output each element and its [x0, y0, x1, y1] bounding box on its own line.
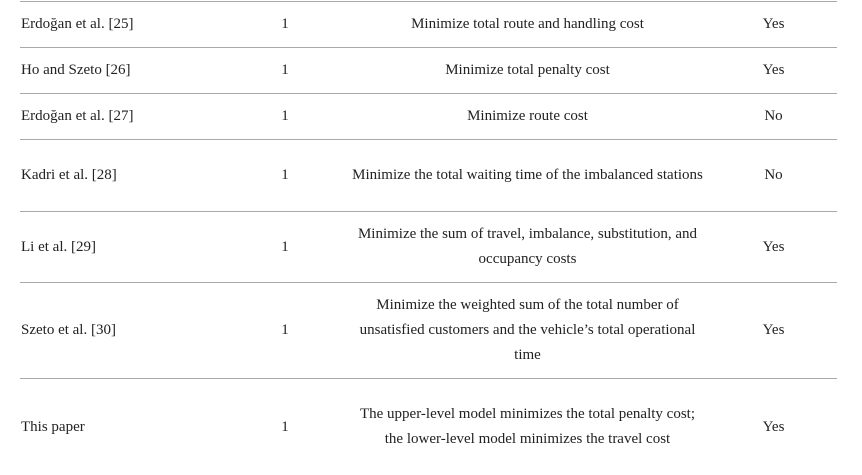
objective-cell: Minimize the total waiting time of the imbalanced stations: [352, 167, 703, 183]
flag-cell: No: [764, 108, 783, 124]
objective-cell: Minimize the sum of travel, imbalance, substitution, and occupancy costs: [357, 226, 698, 267]
study-cell: Szeto et al. [30]: [21, 322, 116, 338]
objective-count-cell: 1: [281, 16, 289, 32]
table-row: [20, 379, 837, 475]
objective-count-cell: 1: [281, 238, 289, 255]
objective-cell: Minimize route cost: [467, 108, 588, 124]
study-cell: This paper: [21, 418, 85, 435]
objective-count-cell: 1: [281, 108, 289, 124]
objective-count-cell: 1: [281, 62, 289, 78]
objective-cell: Minimize total penalty cost: [445, 62, 610, 78]
study-cell: Erdoğan et al. [27]: [21, 108, 134, 124]
objective-cell: Minimize total route and handling cost: [411, 16, 644, 32]
table-row: [20, 48, 837, 94]
study-cell: Erdoğan et al. [25]: [21, 16, 134, 32]
table-row: [20, 94, 837, 140]
objective-count-cell: 1: [281, 167, 289, 183]
table-row: [20, 140, 837, 212]
study-cell: Li et al. [29]: [21, 238, 96, 255]
objective-count-cell: 1: [281, 322, 289, 338]
objective-cell: The upper-level model minimizes the total penalty cost; the lower-level model minimizes the travel cost: [359, 406, 696, 447]
table-row: [20, 283, 837, 379]
flag-cell: Yes: [762, 16, 785, 32]
flag-cell: Yes: [762, 238, 785, 255]
comparison-table: [20, 1, 837, 475]
objective-cell: Minimize the weighted sum of the total number of unsatisfied customers and the vehicle’s total operational time: [359, 297, 696, 363]
flag-cell: Yes: [762, 418, 785, 435]
table-row: [20, 212, 837, 283]
table-row: [20, 2, 837, 48]
flag-cell: Yes: [762, 62, 785, 78]
flag-cell: No: [764, 167, 783, 183]
flag-cell: Yes: [762, 322, 785, 338]
objective-count-cell: 1: [281, 418, 289, 435]
study-cell: Ho and Szeto [26]: [21, 62, 131, 78]
study-cell: Kadri et al. [28]: [21, 167, 117, 183]
